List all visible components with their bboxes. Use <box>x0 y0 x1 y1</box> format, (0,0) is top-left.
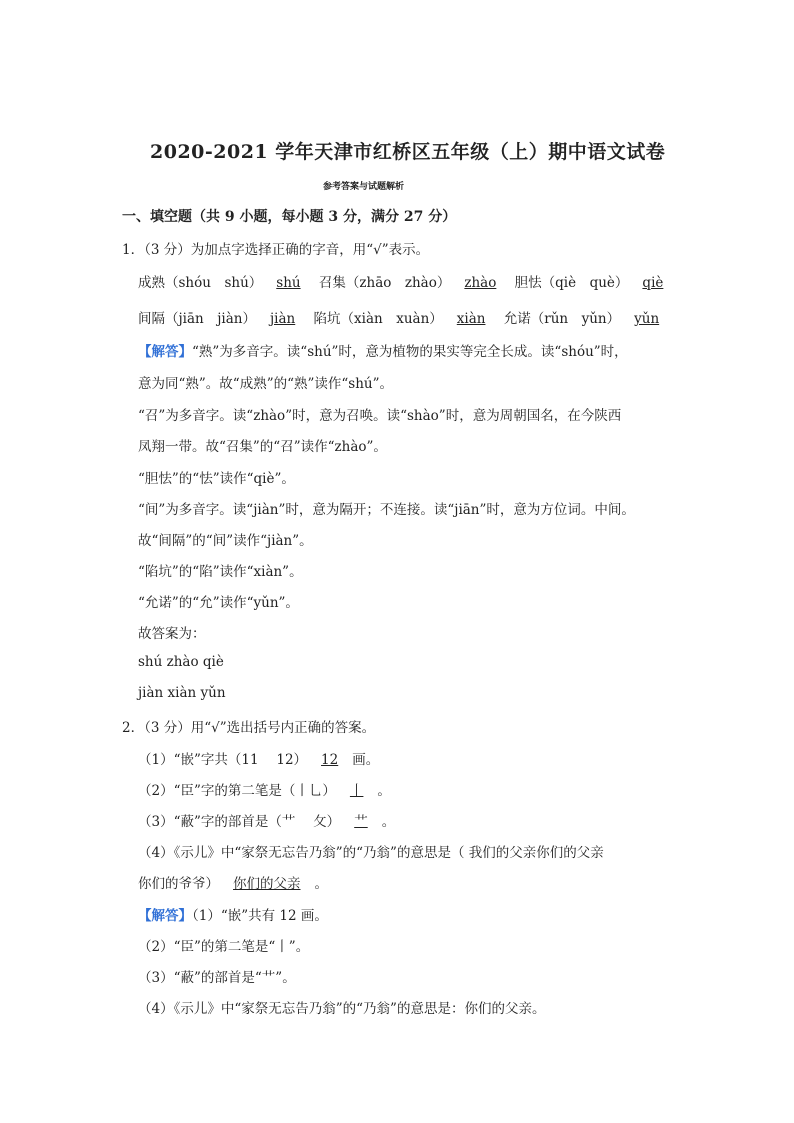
q2-explanation-line: （3）“蔽”的部首是“艹”。 <box>138 970 296 986</box>
q1-explanation-line: jiàn xiàn yǔn <box>138 685 226 701</box>
q2-item: （1）“嵌”字共（11 12） 12 画。 <box>138 752 380 768</box>
q1-word: 陷坑（xiàn xuàn） <box>313 311 443 327</box>
q2-item: （3）“蔽”字的部首是（艹 攵） 艹 。 <box>138 810 395 830</box>
q1-explanation-line: “胆怯”的“怯”读作“qiè”。 <box>138 471 295 487</box>
q1-row-2 <box>138 307 673 327</box>
q2-stem: 2．（3 分）用“√”选出括号内正确的答案。 <box>122 720 376 736</box>
q1-word: 成熟（shóu shú） <box>138 275 263 291</box>
q2-item-4-line: （4）《示儿》中“家祭无忘告乃翁”的“乃翁”的意思是（ 我们的父亲你们的父亲 <box>138 845 604 861</box>
q2-explanation-line: 【解答】（1）“嵌”共有 12 画。 <box>138 908 328 924</box>
q1-answer: jiàn <box>270 311 296 327</box>
page-title: 2020-2021 学年天津市红桥区五年级（上）期中语文试卷 <box>150 141 666 163</box>
q1-answer: qiè <box>642 275 664 291</box>
q2-explanation-line: （2）“臣”的第二笔是“丨”。 <box>138 939 310 955</box>
section-heading: 一、填空题（共 9 小题，每小题 3 分，满分 27 分） <box>122 209 457 225</box>
q1-explanation-line: 故答案为： <box>138 626 206 642</box>
q1-row-1 <box>138 271 677 291</box>
q1-explanation-line: “间”为多音字。读“jiàn”时，意为隔开；不连接。读“jiān”时，意为方位词。中间。 <box>138 502 635 518</box>
q1-explanation-line: shú zhào qiè <box>138 654 224 670</box>
q2-answer: 12 <box>321 752 339 768</box>
q1-explanation-line: “召”为多音字。读“zhào”时，意为召唤。读“shào”时，意为周朝国名，在今陕西 <box>138 408 622 424</box>
q1-explanation-line: 意为同“熟”。故“成熟”的“熟”读作“shú”。 <box>138 376 394 392</box>
q1-answer: shú <box>276 275 301 291</box>
q2-answer: 艹 <box>354 814 368 830</box>
q2-answer: 你们的父亲 <box>233 876 301 892</box>
answer-tag: 【解答】 <box>138 344 192 360</box>
q1-answer: zhào <box>464 275 497 291</box>
q1-explanation-line: “陷坑”的“陷”读作“xiàn”。 <box>138 564 303 580</box>
q1-explanation-line: 【解答】“熟”为多音字。读“shú”时，意为植物的果实等完全长成。读“shóu”时， <box>138 344 628 360</box>
q1-answer: yǔn <box>634 311 660 327</box>
page-subtitle: 参考答案与试题解析 <box>323 182 405 192</box>
q1-stem: 1．（3 分）为加点字选择正确的字音，用“√”表示。 <box>122 242 430 258</box>
q1-word: 允诺（rǔn yǔn） <box>503 311 621 327</box>
q1-explanation-line: 凤翔一带。故“召集”的“召”读作“zhào”。 <box>138 439 387 455</box>
q1-answer: xiàn <box>456 311 486 327</box>
q1-explanation-line: “允诺”的“允”读作“yǔn”。 <box>138 595 299 611</box>
q1-word: 胆怯（qiè què） <box>514 275 629 291</box>
q2-item-4-line: 你们的爷爷） 你们的父亲 。 <box>138 872 328 892</box>
answer-tag: 【解答】 <box>138 908 192 924</box>
q2-item: （2）“臣”字的第二笔是（丨乚） 丨 。 <box>138 779 391 799</box>
q1-word: 间隔（jiān jiàn） <box>138 311 256 327</box>
q2-answer: 丨 <box>349 783 364 799</box>
q1-explanation-line: 故“间隔”的“间”读作“jiàn”。 <box>138 533 313 549</box>
q2-explanation-line: （4）《示儿》中“家祭无忘告乃翁”的“乃翁”的意思是：你们的父亲。 <box>138 1001 546 1017</box>
q1-word: 召集（zhāo zhào） <box>318 275 451 291</box>
